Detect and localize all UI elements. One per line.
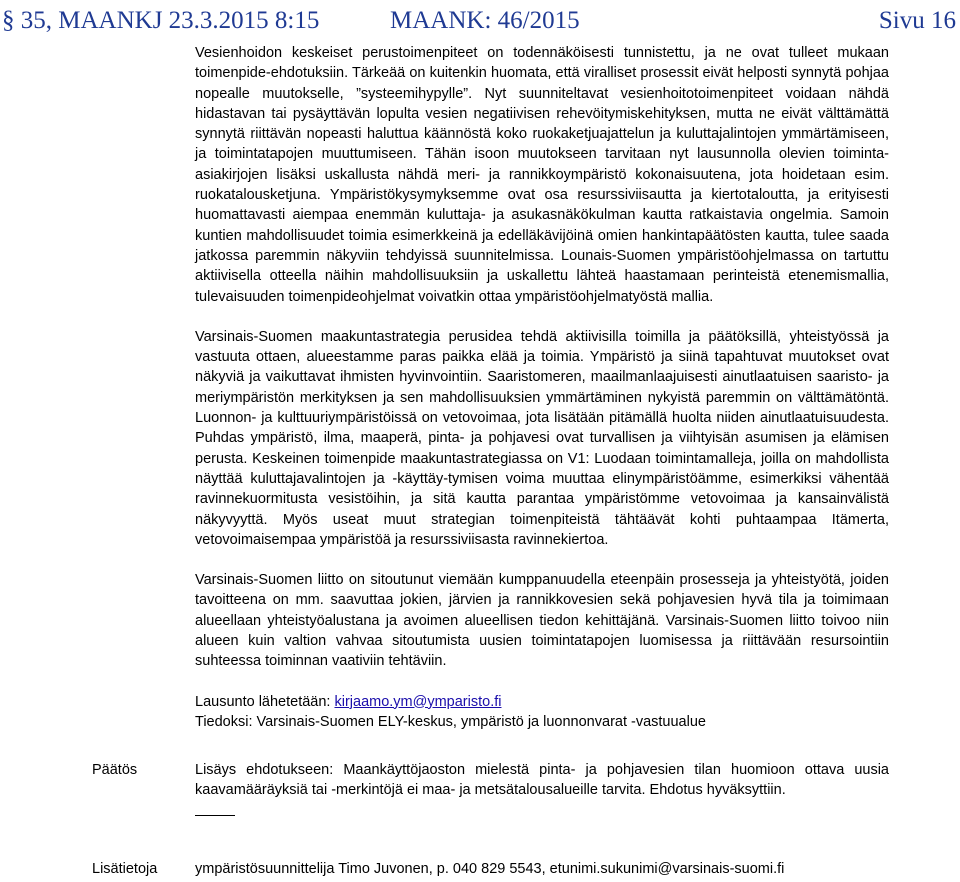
decision-label: Päätös [92,762,138,778]
info-copy-line: Tiedoksi: Varsinais-Suomen ELY-keskus, ympäristö ja luonnonvarat -vastuualue [195,713,706,730]
separator-line [195,815,235,816]
decision-text: Lisäys ehdotukseen: Maankäyttöjaoston mielestä pinta- ja pohjavesien tilan huomioon ottava uusia kaavamääräyksiä tai -merkintöjä ei maa- ja metsätalousalueille tarvita. Ehdotus hyväksyttiin. [195,762,889,799]
more-info-label: Lisätietoja [92,861,158,877]
body-paragraph-2: Varsinais-Suomen maakuntastrategia perusidea tehdä aktiivisilla toimilla ja päätöksillä, yhteistyössä ja vastuuta ottaen, alueestamme paras paikka elää ja toimia. Ympäristö ja siinä tapahtuvat muutokset ovat näkyviä ja vaikuttavat ihmisten hyvinvointiin. Saaristomeren, maailmanlaajuisesti ainutlaatuisen saaristo- ja meriympäristön merkityksen ja sen mahdollisuuksien ymmärtäminen nykyistä paremmin on välttämätöntä. Luonnon- ja kulttuuriympäristöissä on vetovoimaa, jota lisätään pitämällä huolta niiden ainutlaatuisuudesta. Puhdas ympäristö, ilma, maaperä, pinta- ja pohjavesi ovat turvallisen ja viihtyisän asumisen ja elämisen perusta. Keskeinen toimenpide maakuntastrategiassa on V1: Luodaan toimintamalleja, joilla on mahdollista näyttää kuluttajavalintojen ja -käyttäy-tymisen voima muuttaa elinympäristöämme, esimerkiksi vähentää ravinnekuormitusta vesistöihin, ja sitä kautta parantaa ympäristömme vetovoimaa ja kansainvälistä näkyvyyttä. Myös useat muut strategian toimenpiteistä tähtäävät kohti puhtaampaa Itämerta, vetovoimaisempaa ympäristöä ja resurssiviisasta ravinnekiertoa. [195,328,889,548]
more-info-text: ympäristösuunnittelija Timo Juvonen, p. 040 829 5543, etunimi.sukunimi@varsinais-suomi.fi [195,861,785,877]
section-reference: § 35, MAANKJ 23.3.2015 8:15 [2,7,320,34]
page-number: Sivu 16 [878,7,956,34]
statement-recipient [195,692,889,712]
body-paragraph-3: Varsinais-Suomen liitto on sitoutunut viemään kumppanuudella eteenpäin prosesseja ja yhteistyötä, joiden tavoitteena on mm. saavuttaa jokien, järvien ja rannikkovesien sekä pohjavesien hyvä tila ja toimimaan alueellaan yhteistyöalustana ja avoimen alueellisen tiedon kehittäjänä. Varsinais-Suomen liitto toivoo niin alueen kuin valtion vahvaa sitoutumista uusien toimintatapojen luomisessa ja riittävään resursointiin suhteessa toiminnan vaativiin tehtäviin. [195,572,889,670]
page-header [2,6,958,36]
document-body [195,43,889,732]
body-paragraph-1: Vesienhoidon keskeiset perustoimenpiteet on todennäköisesti tunnistettu, ja ne ovat tulleet mukaan toimenpide-ehdotuksiin. Tärkeää on kuitenkin huomata, että viralliset prosessit eivät helposti synnytä pohjaa nopealle muutokselle, ”systeemihypylle”. Nyt suunniteltavat vesienhoitotoimenpiteet voidaan nähdä hidastavan tai pysäyttävän lopulta vesien negatiivisen rehevöitymiskehityksen, mutta ne eivät välttämättä synnytä riittävän nopeasti haluttua käännöstä koko ruokaketjuajattelun ja kuluttajalintojen ymmärtämiseen, ja toimintatapojen muuttumiseen. Tähän isoon muutokseen tarvitaan nyt lausunnolla olevien toiminta-asiakirjojen lisäksi uskallusta nähdä meri- ja rannikkoympäristö kokonaisuutena, jota hoidetaan esim. ruokatalousketjuna. Ympäristökysymyksemme ovat osa resurssiviisautta ja kiertotaloutta, ja erityisesti huomattavasti aiempaa enemmän kuluttaja- ja asukasnäkökulman kautta ratkaistavia ongelmia. Samoin kuntien mahdollisuudet toimia esimerkkeinä ja edelläkävijöinä omien hankintapäätösten kautta, tulee saada jatkossa paremmin näkyviin tehdyissä suunnitelmissa. Lounais-Suomen ympäristöohjelmassa on tartuttu aktiivisella otteella näihin mahdollisuuksiin ja uskallettu lähteä haastamaan perinteistä etenemismallia, tulevaisuuden toimenpideohjelmat voivatkin ottaa ympäristöohjelmatyöstä mallia. [195,45,889,305]
statement-email-link[interactable]: kirjaamo.ym@ymparisto.fi [334,693,502,710]
statement-prefix: Lausunto lähetetään: [195,693,335,710]
case-reference: MAANK: 46/2015 [390,7,580,34]
